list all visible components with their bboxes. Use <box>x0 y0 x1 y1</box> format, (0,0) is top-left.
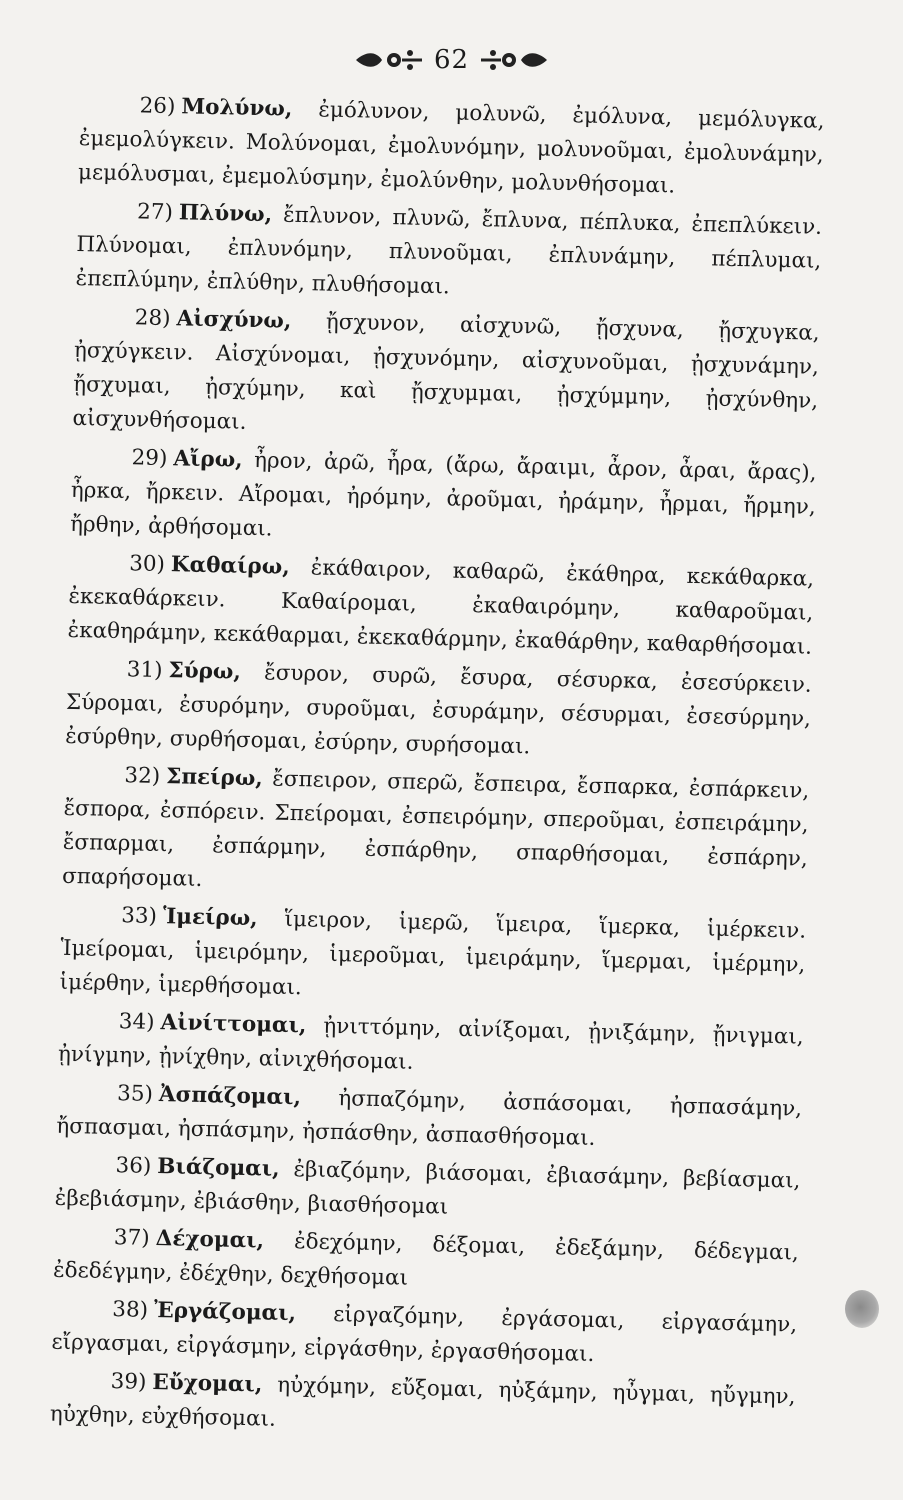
entry-number: 38) <box>112 1297 149 1323</box>
entry-number: 31) <box>126 657 163 684</box>
entry-forms: ᾔσχυνον, αἰσχυνῶ, ᾔσχυνα, ᾔσχυγκα, ᾐσχύγκειν. Αἰσχύνομαι, ᾐσχυνόμην, αἰσχυνοῦμαι, ᾐσχυνάμην, ᾔσχυμαι, ᾐσχύμην, καὶ ᾔσχυμμαι, ᾐσχύμμην, ᾐσχύνθην, αἰσχυνθήσομαι. <box>72 309 820 435</box>
verb-entry-29 <box>70 440 817 559</box>
page-number: 62 <box>433 45 470 75</box>
entry-number: 30) <box>128 551 166 578</box>
entry-lemma: Καθαίρω, <box>170 552 290 580</box>
entry-lemma: Βιάζομαι, <box>157 1154 280 1182</box>
entry-forms: ἐμόλυνον, μολυνῶ, ἐμόλυνα, μεμόλυγκα, ἐμεμολύγκειν. Μολύνομαι, ἐμολυνόμην, μολυνοῦμαι, ἐμολυνάμην, μεμόλυσμαι, ἐμεμολύσμην, ἐμολύνθην, μολυνθήσομαι. <box>77 97 825 199</box>
entry-lemma: Σύρω, <box>168 658 242 685</box>
entry-forms: ἐβιαζόμην, βιάσομαι, ἐβιασάμην, βεβίασμαι, ἐβεβιάσμην, ἐβιάσθην, βιασθήσομαι <box>54 1157 801 1220</box>
entry-number: 39) <box>110 1369 147 1395</box>
entry-forms: ἦρον, ἀρῶ, ἦρα, (ἄρω, ἄραιμι, ἆρον, ἆραι, ἄρας), ἦρκα, ἤρκειν. Αἴρομαι, ἠρόμην, ἀροῦμαι, ἠράμην, ἦρμαι, ἤρμην, ἤρθην, ἀρθήσομαι. <box>69 448 817 542</box>
entry-number: 33) <box>120 903 158 929</box>
entry-lemma: Αἴρω, <box>173 446 243 473</box>
entry-lemma: Αἰνίττομαι, <box>160 1010 307 1039</box>
entry-forms: ἔπλυνον, πλυνῶ, ἔπλυνα, πέπλυκα, ἐπεπλύκειν. Πλύνομαι, ἐπλυνόμην, πλυνοῦμαι, ἐπλυνάμην, πέπλυμαι, ἐπεπλύμην, ἐπλύθην, πλυθήσομαι. <box>75 202 823 300</box>
entry-number: 28) <box>134 305 171 332</box>
entry-lemma: Ἱμείρω, <box>162 904 258 932</box>
entry-forms: ἠσπαζόμην, ἀσπάσομαι, ἠσπασάμην, ἤσπασμαι, ἠσπάσμην, ἠσπάσθην, ἀσπασθήσομαι. <box>56 1086 803 1151</box>
entry-lemma: Εὔχομαι, <box>152 1369 263 1398</box>
entry-number: 37) <box>113 1225 150 1251</box>
verb-entry-27 <box>75 194 822 313</box>
entry-number: 27) <box>136 199 174 226</box>
entry-lemma: Ἀσπάζομαι, <box>158 1082 302 1111</box>
entry-lemma: Μολύνω, <box>181 94 293 122</box>
entry-lemma: Ἐργάζομαι, <box>153 1297 297 1327</box>
verb-entry-28 <box>72 300 820 453</box>
entry-forms: ἔσυρον, συρῶ, ἔσυρα, σέσυρκα, ἐσεσύρκειν. Σύρομαι, ἐσυρόμην, συροῦμαι, ἐσυράμην, σέσυρμαι, ἐσεσύρμην, ἐσύρθην, συρθήσομαι, ἐσύρην, συρήσομαι. <box>65 660 812 760</box>
entry-forms: ἵμειρον, ἱμερῶ, ἵμειρα, ἵμερκα, ἱμέρκειν. Ἱμείρομαι, ἱμειρόμην, ἱμεροῦμαι, ἱμειράμην, ἵμερμαι, ἱμέρμην, ἱμέρθην, ἱμερθήσομαι. <box>59 906 807 1001</box>
verb-entry-32 <box>62 758 810 911</box>
paper-stain <box>845 1290 879 1328</box>
verb-entry-39 <box>50 1364 796 1449</box>
entry-lemma: Δέχομαι, <box>155 1226 265 1254</box>
entry-number: 26) <box>139 93 176 120</box>
right-ornament-icon <box>479 45 551 75</box>
entry-number: 35) <box>116 1081 154 1107</box>
entry-number: 34) <box>118 1009 155 1035</box>
page-header <box>0 40 903 80</box>
entry-forms: ἔσπειρον, σπερῶ, ἔσπειρα, ἔσπαρκα, ἐσπάρκειν, ἔσπορα, ἐσπόρειν. Σπείρομαι, ἐσπειρόμην, σπεροῦμαι, ἐσπειράμην, ἔσπαρμαι, ἐσπάρμην, ἐσπάρθην, σπαρθήσομαι, ἐσπάρην, σπαρήσομαι. <box>61 766 810 892</box>
entry-lemma: Αἰσχύνω, <box>176 306 292 334</box>
verb-entry-36 <box>54 1148 800 1233</box>
entry-forms: ηὐχόμην, εὔξομαι, ηὐξάμην, ηὖγμαι, ηὔγμην, ηὐχθην, εὐχθήσομαι. <box>49 1372 796 1432</box>
entry-forms: ἐκάθαιρον, καθαρῶ, ἐκάθηρα, κεκάθαρκα, ἐκεκαθάρκειν. Καθαίρομαι, ἐκαθαιρόμην, καθαροῦμαι, ἐκαθηράμην, κεκάθαρμαι, ἐκεκαθάρμην, ἐκαθάρθην, καθαρθήσομαι. <box>67 555 815 660</box>
entry-number: 29) <box>131 445 168 472</box>
verb-entry-30 <box>67 546 814 665</box>
verb-entry-38 <box>51 1292 797 1377</box>
verb-entry-33 <box>59 898 806 1017</box>
entry-forms: ᾐνιττόμην, αἰνίξομαι, ᾐνιξάμην, ᾔνιγμαι, ᾐνίγμην, ᾐνίχθην, αἰνιχθήσομαι. <box>57 1013 804 1075</box>
entry-forms: ἐδεχόμην, δέξομαι, ἐδεξάμην, δέδεγμαι, ἐδεδέγμην, ἐδέχθην, δεχθήσομαι <box>52 1229 800 1291</box>
verb-entry-35 <box>56 1076 802 1161</box>
entry-lemma: Σπείρω, <box>165 764 264 792</box>
left-ornament-icon <box>352 45 424 75</box>
verb-entry-34 <box>58 1004 804 1089</box>
entry-forms: εἰργαζόμην, ἐργάσομαι, εἰργασάμην, εἴργασμαι, εἰργάσμην, εἰργάσθην, ἐργασθήσομαι. <box>51 1302 798 1367</box>
entry-number: 32) <box>124 763 161 789</box>
entry-number: 36) <box>115 1153 152 1179</box>
entry-lemma: Πλύνω, <box>178 200 273 228</box>
verb-entry-31 <box>65 652 812 771</box>
verb-conjugation-list <box>49 88 824 1453</box>
verb-entry-26 <box>78 88 825 207</box>
verb-entry-37 <box>53 1220 799 1305</box>
